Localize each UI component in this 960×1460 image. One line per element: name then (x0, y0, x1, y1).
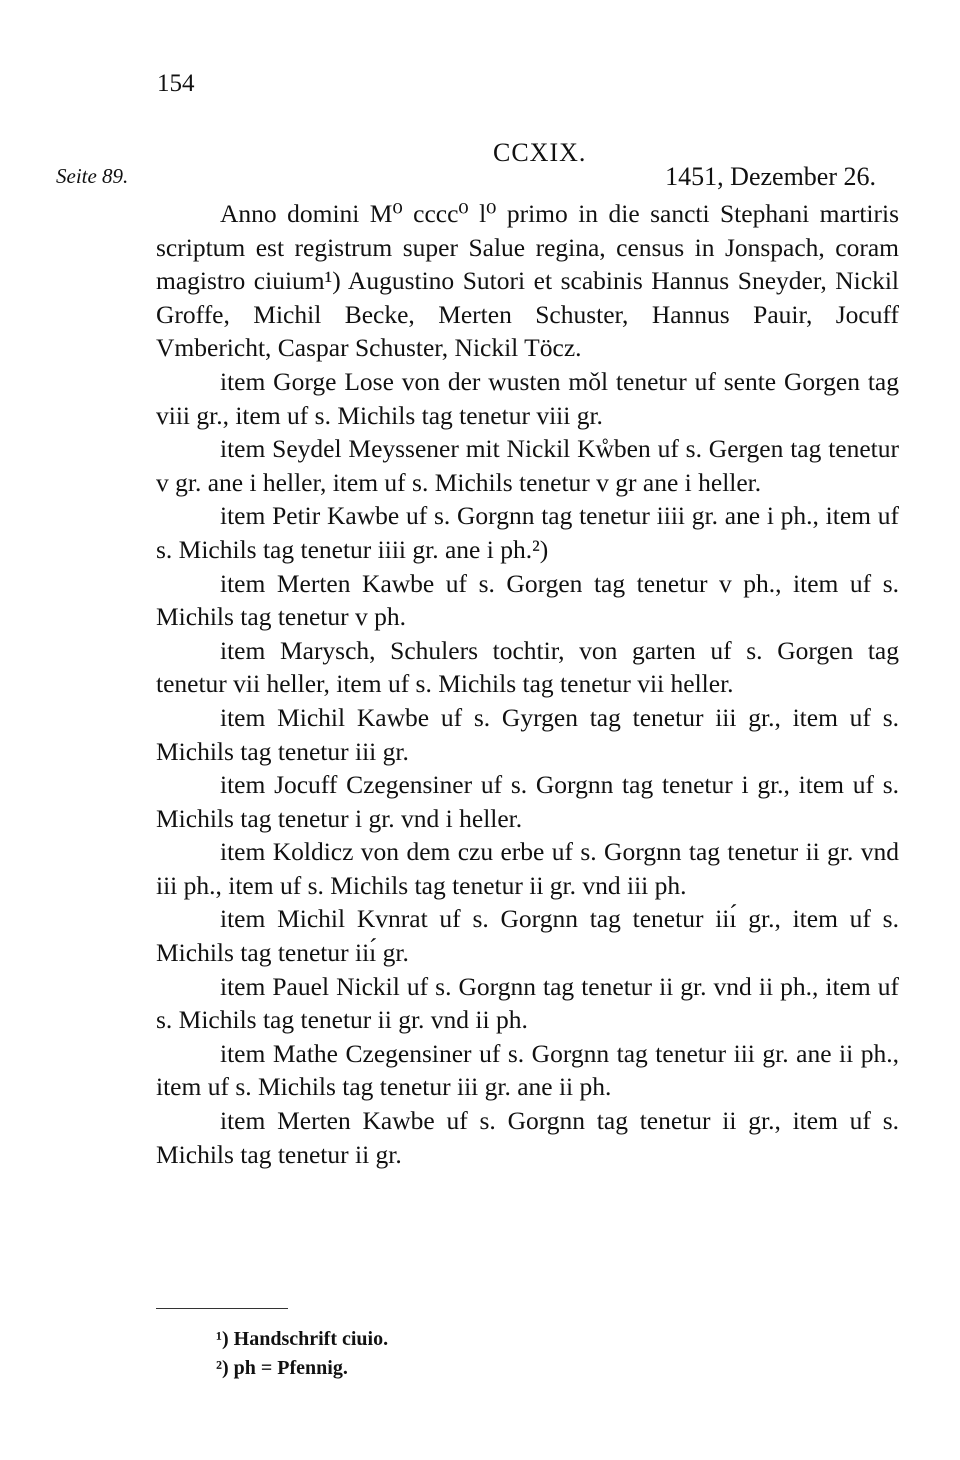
document-number: CCXIX. (493, 138, 587, 167)
paragraph: item Jocuff Czegensiner uf s. Gorgnn tag tenetur i gr., item uf s. Michils tag tenetur i gr. vnd i heller. (156, 770, 899, 833)
body-text (156, 197, 899, 1171)
paragraph: item Pauel Nickil uf s. Gorgnn tag tenetur ii gr. vnd ii ph., item uf s. Michils tag tenetur ii gr. vnd ii ph. (156, 971, 899, 1035)
paragraph: item Merten Kawbe uf s. Gorgnn tag tenetur ii gr., item uf s. Michils tag tenetur ii gr. (156, 1106, 899, 1169)
paragraph: item Petir Kawbe uf s. Gorgnn tag tenetur iiii gr. ane i ph., item uf s. Michils tag tenetur iiii gr. ane i ph.²) (156, 501, 899, 564)
paragraph: item Mathe Czegensiner uf s. Gorgnn tag tenetur iii gr. ane ii ph., item uf s. Michils tag tenetur iii gr. ane ii ph. (156, 1038, 899, 1102)
paragraph: item Michil Kvnrat uf s. Gorgnn tag tenetur iiı́ gr., item uf s. Michils tag tenetur iiı́ gr. (156, 904, 899, 968)
document-date: 1451, Dezember 26. (665, 162, 876, 191)
footnote: ²) ph = Pfennig. (216, 1357, 348, 1379)
paragraph: item Gorge Lose von der wusten mǒl tenetur uf sente Gorgen tag viii gr., item uf s. Michils tag tenetur viii gr. (156, 366, 899, 430)
footnotes (216, 1325, 388, 1383)
margin-note: Seite 89. (56, 164, 129, 188)
paragraph: Anno domini M⁰ cccc⁰ l⁰ primo in die sancti Stephani martiris scriptum est registrum super Salue regina, census in Jonspach, coram magistro ciuium¹) Augustino Sutori et scabinis Hannus Sneyder, Nickil Groffe, Michil Becke, Merten Schuster, Hannus Pauir, Jocuff Vmbericht, Caspar Schuster, Nickil Töcz. (156, 199, 899, 363)
page-number: 154 (157, 70, 195, 97)
paragraph: item Koldicz von dem czu erbe uf s. Gorgnn tag tenetur ii gr. vnd iii ph., item uf s. Michils tag tenetur ii gr. vnd iii ph. (156, 837, 899, 900)
paragraph: item Seydel Meyssener mit Nickil Kẘben uf s. Gergen tag tenetur v gr. ane i heller, item uf s. Michils tenetur v gr ane i heller. (156, 434, 899, 497)
paragraph: item Merten Kawbe uf s. Gorgen tag tenetur v ph., item uf s. Michils tag tenetur v ph. (156, 568, 899, 632)
paragraph: item Marysch, Schulers tochtir, von garten uf s. Gorgen tag tenetur vii heller, item uf s. Michils tag tenetur vii heller. (156, 635, 899, 699)
footnote: ¹) Handschrift ciuio. (216, 1328, 389, 1350)
footnote-rule (156, 1308, 288, 1309)
paragraph: item Michil Kawbe uf s. Gyrgen tag tenetur iii gr., item uf s. Michils tag tenetur iii gr. (156, 702, 899, 766)
